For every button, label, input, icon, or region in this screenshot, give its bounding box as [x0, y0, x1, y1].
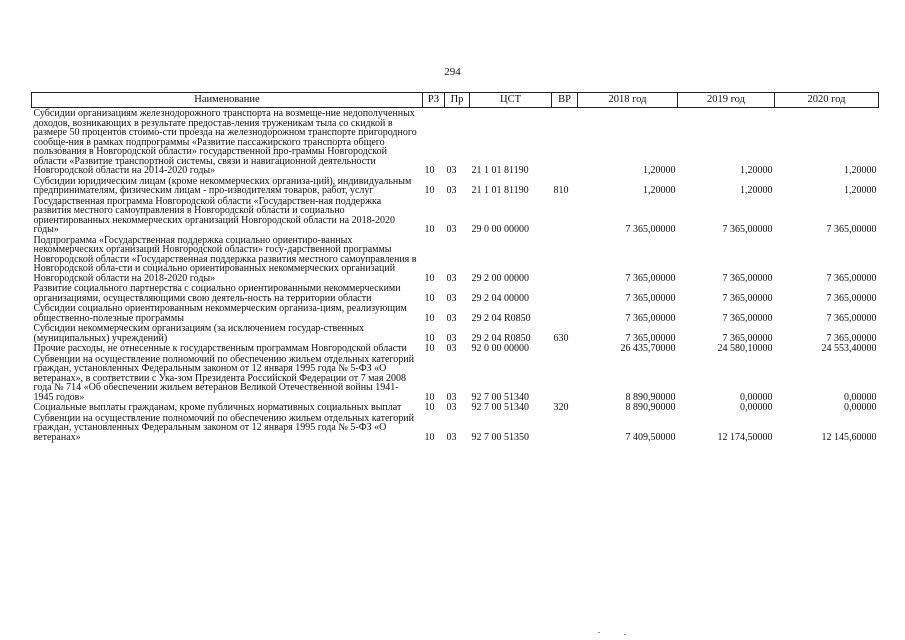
scan-speck	[624, 634, 626, 635]
row-pr: 03	[446, 312, 457, 324]
row-pr: 03	[446, 292, 457, 304]
table-row	[32, 324, 879, 344]
row-rz: 10	[424, 343, 435, 354]
row-vr	[552, 236, 578, 285]
row-cst: 92 0 00 00000	[471, 343, 529, 354]
row-rz: 10	[424, 391, 435, 403]
row-pr: 03	[446, 185, 457, 196]
row-2019: 1,20000	[740, 165, 773, 176]
budget-table	[31, 92, 879, 443]
row-vr	[552, 304, 578, 324]
row-rz: 10	[424, 185, 435, 196]
row-2020: 7 365,00000	[826, 224, 877, 235]
table-row	[32, 108, 879, 177]
row-name: Субсидии социально ориентированным некоммерческим организа-циям, реализующим общественно-полезные программы	[33, 303, 407, 324]
table-row	[32, 284, 879, 304]
row-2018: 7 365,00000	[625, 312, 676, 324]
row-vr	[552, 284, 578, 304]
row-pr: 03	[446, 165, 457, 176]
row-2018: 1,20000	[643, 165, 676, 176]
row-rz: 10	[424, 431, 435, 443]
header-2019: 2019 год	[678, 93, 775, 108]
row-2020: 7 365,00000	[826, 332, 877, 344]
row-2018: 7 365,00000	[625, 332, 676, 344]
row-pr: 03	[446, 343, 457, 354]
row-name: Развитие социального партнерства с социально ориентированными некоммерческими организациями, осуществляющими свою деятель-ность на территории области	[33, 283, 401, 304]
table-row	[32, 414, 879, 444]
row-2019: 7 365,00000	[722, 332, 773, 344]
row-rz: 10	[424, 332, 435, 344]
header-2020: 2020 год	[775, 93, 879, 108]
row-cst: 29 2 04 00000	[471, 292, 529, 304]
row-rz: 10	[424, 165, 435, 176]
row-name: Субвенции на осуществление полномочий по обеспечению жильем отдельных категорий граждан, установленных Федеральным законом от 12 января 1995 года № 5-ФЗ «О ветеранах»	[33, 412, 414, 443]
row-rz: 10	[424, 312, 435, 324]
row-name: Подпрограмма «Государственная поддержка социально ориентиро-ванных некоммерческих организаций Новгородской области» госу-дарственной программы Новгородской области «Государственная поддержка развития местного самоуправления в Новгородской обла-сти и социально ориентированных некоммерческих организаций Новгородской области на 2018-2020 годы»	[33, 234, 417, 284]
row-cst: 29 2 00 00000	[471, 272, 529, 284]
row-cst: 92 7 00 51350	[471, 431, 529, 443]
row-pr: 03	[446, 224, 457, 235]
row-vr	[552, 108, 578, 177]
row-vr	[552, 414, 578, 444]
row-vr: 810	[553, 185, 569, 196]
table-row	[32, 403, 879, 414]
row-2018: 7 365,00000	[625, 292, 676, 304]
row-2018: 26 435,70000	[620, 343, 676, 354]
table-row	[32, 236, 879, 285]
row-vr: 630	[553, 332, 569, 344]
row-2020: 1,20000	[844, 185, 877, 196]
row-2019: 7 365,00000	[722, 312, 773, 324]
row-pr: 03	[446, 272, 457, 284]
row-cst: 29 0 00 00000	[471, 224, 529, 235]
row-2019: 7 365,00000	[722, 224, 773, 235]
row-vr	[552, 355, 578, 404]
row-2019: 24 580,10000	[717, 343, 773, 354]
row-name: Субвенции на осуществление полномочий по обеспечению жильем отдельных категорий граждан, установленных Федеральным законом от 12 января 1995 года № 5-ФЗ «О ветеранах», в соответствии с Ука-зом Президента Российской Федерации от 7 мая 2008 года № 714 «Об обеспечении жильем ветеранов Великой Отечественной войны 1941-1945 годов»	[33, 353, 414, 403]
row-pr: 03	[446, 402, 457, 413]
row-2019: 12 174,50000	[717, 431, 773, 443]
row-2020: 24 553,40000	[821, 343, 877, 354]
row-cst: 92 7 00 51340	[471, 402, 529, 413]
row-2020: 0,00000	[844, 402, 877, 413]
row-2018: 7 365,00000	[625, 224, 676, 235]
header-name: Наименование	[32, 93, 423, 108]
row-rz: 10	[424, 272, 435, 284]
page-number: 294	[444, 66, 461, 78]
row-2019: 1,20000	[740, 185, 773, 196]
row-cst: 29 2 04 R0850	[471, 332, 531, 344]
table-header-row	[32, 93, 879, 108]
scan-speck	[598, 632, 600, 633]
row-2018: 7 365,00000	[625, 272, 676, 284]
header-pr: Пр	[445, 93, 470, 108]
header-2018: 2018 год	[578, 93, 678, 108]
row-name: Государственная программа Новгородской области «Государствен-ная поддержка развития местного самоуправления в Новгородской области и социально ориентированных некоммерческих организаций Новгородской области на 2018-2020 годы»	[33, 195, 395, 235]
row-rz: 10	[424, 292, 435, 304]
row-name: Социальные выплаты гражданам, кроме публичных нормативных социальных выплат	[33, 402, 402, 413]
row-vr	[552, 344, 578, 355]
table-row	[32, 344, 879, 355]
table-row	[32, 177, 879, 197]
header-cst: ЦСТ	[470, 93, 552, 108]
row-2018: 8 890,90000	[625, 402, 676, 413]
row-2020: 12 145,60000	[821, 431, 877, 443]
header-rz: РЗ	[423, 93, 445, 108]
row-name: Субсидии организациям железнодорожного транспорта на возмеще-ние недополученных доходов, возникающих в результате предостав-ления труженикам тыла со скидкой в размере 50 процентов стоимо-сти проезда на железнодорожном транспорте пригородного сообще-ния в рамках подпрограммы «Развитие пассажирского транспорта общего пользования в Новгородской области» государственной про-граммы Новгородской области «Развитие транспортной системы, связи и навигационной деятельности Новгородской области на 2014-2020 годы»	[33, 108, 417, 176]
row-cst: 29 2 04 R0850	[471, 312, 531, 324]
row-name: Прочие расходы, не отнесенные к государственным программам Новгородской области	[33, 343, 407, 354]
row-name: Субсидии некоммерческим организациям (за исключением государ-ственных (муниципальных) учреждений)	[33, 323, 365, 344]
row-rz: 10	[424, 224, 435, 235]
row-2020: 7 365,00000	[826, 272, 877, 284]
row-2020: 1,20000	[844, 165, 877, 176]
header-vr: ВР	[552, 93, 578, 108]
row-vr: 320	[553, 402, 569, 413]
row-pr: 03	[446, 332, 457, 344]
row-vr	[552, 197, 578, 236]
row-2019: 7 365,00000	[722, 292, 773, 304]
table-row	[32, 355, 879, 404]
row-pr: 03	[446, 391, 457, 403]
row-2019: 7 365,00000	[722, 272, 773, 284]
table-row	[32, 304, 879, 324]
row-name: Субсидии юридическим лицам (кроме некоммерческих организа-ций), индивидуальным предпринимателям, физическим лицам - про-изводителям товаров, работ, услуг	[33, 175, 412, 196]
table-row	[32, 197, 879, 236]
row-2019: 0,00000	[740, 402, 773, 413]
row-2018: 7 409,50000	[625, 431, 676, 443]
row-2020: 7 365,00000	[826, 292, 877, 304]
row-2020: 7 365,00000	[826, 312, 877, 324]
table-body	[32, 108, 879, 444]
row-2018: 8 890,90000	[625, 391, 676, 403]
row-2018: 1,20000	[643, 185, 676, 196]
row-pr: 03	[446, 431, 457, 443]
row-2019: 0,00000	[740, 391, 773, 403]
row-2020: 0,00000	[844, 391, 877, 403]
row-cst: 21 1 01 81190	[471, 185, 529, 196]
row-rz: 10	[424, 402, 435, 413]
row-cst: 21 1 01 81190	[471, 165, 529, 176]
row-cst: 92 7 00 51340	[471, 391, 529, 403]
